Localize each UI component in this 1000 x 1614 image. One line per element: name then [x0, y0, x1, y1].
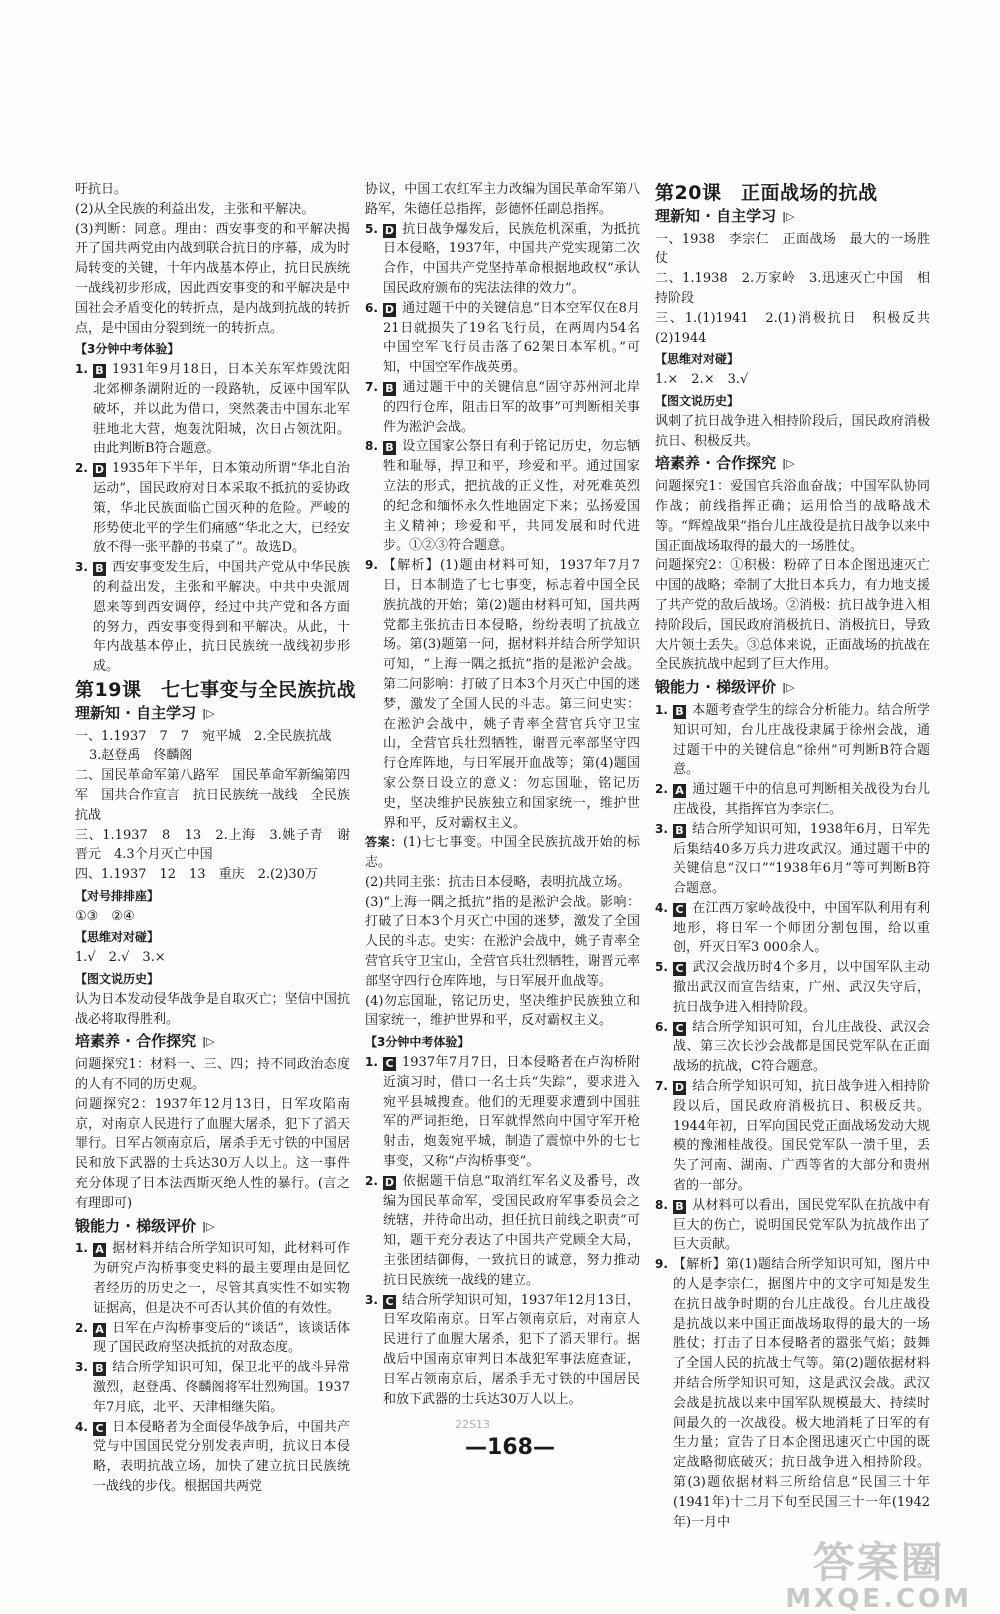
section-heading: 培素养 · 合作探究 |▷: [655, 454, 795, 473]
answer-box: C: [673, 1022, 686, 1036]
text-line: 问题探究1：爱国官兵浴血奋战；中国军队协同作战；前线指挥正确；运用恰当的战略战术等。“辉煌战果”指台儿庄战役是抗日战争以来中国正面战场取得的最大的一场胜仗。: [655, 479, 930, 554]
column-middle: [365, 180, 640, 1409]
watermark-text: 答案圈: [812, 1538, 945, 1587]
text-line: 答案：(1)七七事变。中国全民族抗战开始的标志。: [365, 835, 640, 871]
arrow-icon: |▷: [782, 457, 795, 471]
lesson-title: 第20课 正面战场的抗战: [655, 182, 878, 204]
text-line: (2)从全民族的利益出发，主张和平解决。: [75, 201, 315, 217]
answer-box: B: [673, 1200, 686, 1214]
answer-box: D: [384, 223, 395, 237]
answer-box: C: [673, 903, 686, 917]
watermark-url: MXQE.COM: [785, 1584, 972, 1614]
text-line: (3)判断：同意。理由：西安事变的和平解决揭开了国共两党由内战到联合抗日的序幕，成为时局转变的关键，十年内战基本停止，抗日民族统一战线初步形成，因此西安事变的和平解决是中国社会矛盾变化的转折点，是内战到抗战的转折点，是中国由分裂到统一的转折点。: [75, 221, 350, 336]
text-line: 1.√ 2.√ 3.×: [75, 950, 166, 966]
answer-box: B: [673, 705, 686, 719]
question-item: 5. C 武汉会战历时4个多月，以中国军队主动撤出武汉而宣告结束，广州、武汉失守后，抗日战争进入相持阶段。: [655, 960, 930, 1015]
question-item: 3. B 西安事变发生后，中国共产党从中华民族的利益出发，主张和平解决。中共中央派周恩来等到西安调停，经过中共产党和各方面的努力，西安事变得到和平解决。从此，十年内战基本停止，抗日民族统一战线初步形成。: [75, 560, 350, 675]
answer-box: A: [673, 784, 686, 798]
text-line: 问题探究2：①积极：粉碎了日本企图迅速灭亡中国的战略；牵制了大批日本兵力，有力地支援了共产党的敌后战场。②消极：抗日战争进入相持阶段后，国民政府消极抗日、消极抗日，导致大片领土丢失。③总体来说，正面战场的抗战在全民族抗战中起到了巨大作用。: [655, 558, 930, 673]
section-heading: 理新知 · 自主学习 |▷: [655, 206, 795, 225]
text-line: 一、1.1937 7 7 宛平城 2.全民族抗战: [75, 728, 332, 744]
question-item: 8. B 设立国家公祭日有利于铭记历史，勿忘牺牲和耻辱，捍卫和平，珍爱和平。通过国家立法的形式，把抗战的正义性，对死难英烈的纪念和缅怀永久性地固定下来；弘扬爱国主义精神；珍爱和平，共同发展和时代进步。①②③符合题意。: [365, 439, 640, 554]
text-line: 问题探究1：材料一、三、四；持不同政治态度的人有不同的历史观。: [75, 1057, 350, 1093]
answer-box: D: [384, 1175, 395, 1189]
section-tag: 【对号排排座】: [75, 888, 160, 903]
text-line: 问题探究2：1937年12月13日，日军攻陷南京，对南京人民进行了血腥大屠杀，犯下了滔天罪行。日军占领南京后，屠杀手无寸铁的中国居民和放下武器的士兵达30万人以上。这一事件充分体现了日本法西斯灭绝人性的暴行。(言之有理即可): [75, 1096, 350, 1211]
text-line: 3.赵登禹 佟麟阁: [89, 748, 193, 764]
question-item: 3. C 结合所学知识可知，1937年12月13日，日军攻陷南京。日军占领南京后，对南京人民进行了血腥大屠杀，犯下了滔天罪行。据战后中国南京审判日本战犯军事法庭查证，日军占领南京后，屠杀手无寸铁的中国居民和放下武器的士兵达30万人以上。: [365, 1292, 640, 1407]
answer-box: D: [674, 1081, 685, 1095]
section-heading: 理新知 · 自主学习 |▷: [75, 703, 215, 722]
answer-box: B: [383, 382, 396, 396]
column-right: [655, 180, 944, 1532]
answer-box: C: [93, 1422, 106, 1436]
section-tag: 【思维对对碰】: [75, 930, 160, 945]
question-item: 4. C 日本侵略者为全面侵华战争后，中国共产党与中国国民党分别发表声明，抗议日本侵略，表明抗战立场，加快了建立抗日民族统一战线的步伐。根据国共两党: [75, 1419, 350, 1494]
question-item: 1. C 1937年7月7日，日本侵略者在卢沟桥附近演习时，借口一名士兵“失踪”，要求进入宛平县城搜查。他们的无理要求遭到中国驻军的严词拒绝，日军就悍然向中国守军开枪射击，炮轰宛平城，制造了震惊中外的七七事变，又称“卢沟桥事变”。: [365, 1055, 640, 1170]
text-line: (3)“上海一隅之抵抗”指的是淞沪会战。影响：打破了日本3个月灭亡中国的迷梦，激发了全国人民的斗志。史实：在淞沪会战中，姚子青率全营官兵守卫宝山，全营官兵壮烈牺牲，谢晋元率部坚守四行仓库阵地，与日军展开血战等。: [365, 894, 640, 989]
question-item: 2. D 依据题干信息“取消红军名义及番号，改编为国民革命军，受国民政府军事委员会之统辖，并待命出动，担任抗日前线之职责”可知，题干充分表达了中国共产党顾全大局，主张团结御侮，一致抗日的诚意，努力推动抗日民族统一战线的建立。: [365, 1173, 640, 1288]
question-item: 2. D 1935年下半年，日本策动所谓“华北自治运动”，国民政府对日本采取不抵抗的妥协政策，华北民族面临亡国灭种的危险。严峻的形势使北平的学生们痛感“华北之大，已经安放不得一张平静的书桌了”。故选D。: [75, 461, 350, 556]
text-line: 认为日本发动侵华战争是自取灭亡；坚信中国抗战必将取得胜利。: [75, 991, 350, 1027]
text-line: 讽刺了抗日战争进入相持阶段后，国民政府消极抗日、积极反共。: [655, 413, 930, 449]
column-left: [75, 180, 356, 1497]
answer-box: C: [383, 1057, 396, 1071]
text-line: 1.× 2.× 3.√: [655, 372, 749, 388]
answer-box: C: [673, 962, 686, 976]
text-line: ①③ ②④: [75, 908, 135, 924]
section-tag: 【图文说历史】: [75, 972, 160, 987]
text-line: 三、1.1937 8 13 2.上海 3.姚子青 谢晋元 4.3个月灭亡中国: [75, 827, 350, 863]
section-tag: 【3分钟中考体验】: [365, 1035, 470, 1050]
page-code: 22S13: [455, 1418, 490, 1431]
section-tag: 【图文说历史】: [655, 393, 740, 408]
question-item: 1. B 1931年9月18日，日本关东军炸毁沈阳北郊柳条湖附近的一段路轨，反诬中国军队破坏，并以此为借口，突然袭击中国东北军驻地北大营，炮轰沈阳城，次日占领沈阳。由此判断B符合题意。: [75, 362, 350, 457]
arrow-icon: |▷: [202, 1219, 215, 1233]
answer-box: A: [93, 1243, 106, 1257]
answer-box: B: [93, 1362, 106, 1376]
answer-box: C: [383, 1295, 396, 1309]
question-item: 3. B 结合所学知识可知，保卫北平的战斗异常激烈，赵登禹、佟麟阁将军壮烈殉国。1937年7月底，北平、天津相继失陷。: [75, 1360, 350, 1415]
text-line: 协议，中国工农红军主力改编为国民革命军第八路军，朱德任总指挥，彭德怀任副总指挥。: [365, 182, 640, 217]
text-line: 二、国民革命军第八路军 国民革命军新编第四军 国共合作宣言 抗日民族统一战线 全民族抗战: [75, 768, 350, 823]
section-tag: 【3分钟中考体验】: [75, 342, 180, 357]
arrow-icon: |▷: [202, 1035, 215, 1049]
arrow-icon: |▷: [202, 706, 215, 720]
section-tag: 【思维对对碰】: [655, 352, 740, 367]
question-item: 4. C 在江西万家岭战役中，中国军队利用有利地形，将日军一个师团分割包围，给以重创，歼灭日军3 000余人。: [655, 900, 930, 956]
answer-box: B: [383, 441, 396, 455]
answer-box: A: [93, 1323, 106, 1337]
question-item: 6. C 结合所学知识可知，台儿庄战役、武汉会战、第三次长沙会战都是国民党军队在正面战场的抗战，C符合题意。: [655, 1019, 930, 1075]
page-number: —168—: [465, 1435, 555, 1460]
question-item: 1. B 本题考查学生的综合分析能力。结合所学知识可知，台儿庄战役隶属于徐州会战，通过题干中的关键信息“徐州”可判断B符合题意。: [655, 702, 930, 778]
answer-box: D: [94, 463, 105, 477]
question-item: 7. B 通过题干中的关键信息“固守苏州河北岸的四行仓库，阻击日军的故事”可判断相关事件为淞沪会战。: [365, 379, 640, 435]
answer-box: B: [93, 364, 106, 378]
arrow-icon: |▷: [782, 681, 795, 695]
section-heading: 锻能力 · 梯级评价 |▷: [75, 1216, 215, 1235]
section-heading: 锻能力 · 梯级评价 |▷: [655, 678, 795, 697]
arrow-icon: |▷: [782, 209, 795, 223]
watermark-logo: [785, 1530, 972, 1614]
answer-box: D: [384, 302, 395, 316]
question-item: 9. 【解析】第(1)题结合所学知识可知，图片中的人是李宗仁，据图片中的文字可知是发生在抗日战争时期的台儿庄战役。台儿庄战役是抗战以来中国正面战场取得的最大的一场胜仗；打击了日本侵略者的嚣张气焰；鼓舞了全国人民的抗战士气等。第(2)题依据材料并结合所学知识可知，这是武汉会战。武汉会战是抗战以来中国军队规模最大、持续时间最久的一次战役。极大地消耗了日军的有生力量；宣告了日本企图迅速灭亡中国的既定战略彻底破灭；抗日战争进入相持阶段。第(3)题依据材料三所给信息“民国三十年(1941年)十二月下旬至民国三十一年(1942年)一月中: [655, 1257, 930, 1530]
question-item: 1. A 据材料并结合所学知识可知，此材料可作为研究卢沟桥事变史料的最主要理由是回忆者经历的历史之一，尽管其真实性不如实物证据高，但是决不可否认其价值的有效性。: [75, 1241, 350, 1316]
question-item: 2. A 通过题干中的信息可判断相关战役为台儿庄战役，其指挥官为李宗仁。: [655, 782, 930, 817]
text-line: 吁抗日。: [75, 182, 128, 197]
text-line: 四、1.1937 12 13 重庆 2.(2)30万: [75, 867, 318, 883]
text-line: (2)共同主张：抗击日本侵略，表明抗战立场。: [365, 874, 631, 890]
text-line: 二、1.1938 2.万家岭 3.迅速灭亡中国 相持阶段: [655, 271, 930, 306]
question-item: 2. A 日军在卢沟桥事变后的“谈话”，该谈话体现了国民政府坚决抵抗的对敌态度。: [75, 1320, 350, 1356]
question-item: 8. B 从材料可以看出，国民党军队在抗战中有巨大的伤亡，说明国民党军队为抗战作出了巨大贡献。: [655, 1197, 930, 1253]
text-line: 一、1938 李宗仁 正面战场 最大的一场胜仗: [655, 231, 930, 267]
answer-box: B: [93, 562, 106, 576]
lesson-title: 第19课 七七事变与全民族抗战: [75, 678, 356, 701]
text-line: (4)勿忘国耻，铭记历史，坚决维护民族独立和国家统一，维护世界和平，反对霸权主义。: [365, 993, 640, 1029]
question-item: 6. D 通过题干中的关键信息“日本空军仅在8月21日就损失了19名飞行员，在两周内54名中国空军飞行员击落了62架日本军机。”可知，中国空军作战英勇。: [365, 300, 640, 376]
question-item: 9. 【解析】(1)题由材料可知，1937年7月7日，日本制造了七七事变，标志着中国全民族抗战的开始；第(2)题由材料可知，国共两党都主张抗击日本侵略，纷纷表明了抗战立场。第(3)题第一问，据材料并结合所学知识可知，“上海一隅之抵抗”指的是淞沪会战。第二问影响：打破了日本3个月灭亡中国的迷梦，激发了全国人民的斗志。第三问史实：在淞沪会战中，姚子青率全营官兵守卫宝山，全营官兵壮烈牺牲，谢晋元率部坚守四行仓库阵地，与日军展开血战等；第(4)题国家公祭日设立的意义：勿忘国耻，铭记历史，坚决维护民族独立和国家统一，维护世界和平，反对霸权主义。: [365, 558, 640, 831]
text-line: 三、1.(1)1941 2.(1)消极抗日 积极反共 (2)1944: [655, 310, 944, 346]
question-item: 7. D 结合所学知识可知，抗日战争进入相持阶段以后，国民政府消极抗日、积极反共。1944年初，日军向国民党正面战场发动大规模的豫湘桂战役。国民党军队一溃千里，丢失了河南、湖南、广西等省的大部分和贵州省的一部分。: [655, 1079, 930, 1194]
answer-box: B: [673, 824, 686, 838]
section-heading: 培素养 · 合作探究 |▷: [75, 1032, 215, 1051]
question-item: 3. B 结合所学知识可知，1938年6月，日军先后集结40多万兵力进攻武汉。通过题干中的关键信息“汉口”“1938年6月”等可判断B符合题意。: [655, 821, 930, 897]
question-item: 5. D 抗日战争爆发后，民族危机深重，为抵抗日本侵略，1937年，中国共产党实现第二次合作，中国共产党坚持革命根据地政权“承认国民政府颁布的宪法法律的效力”。: [365, 221, 640, 296]
